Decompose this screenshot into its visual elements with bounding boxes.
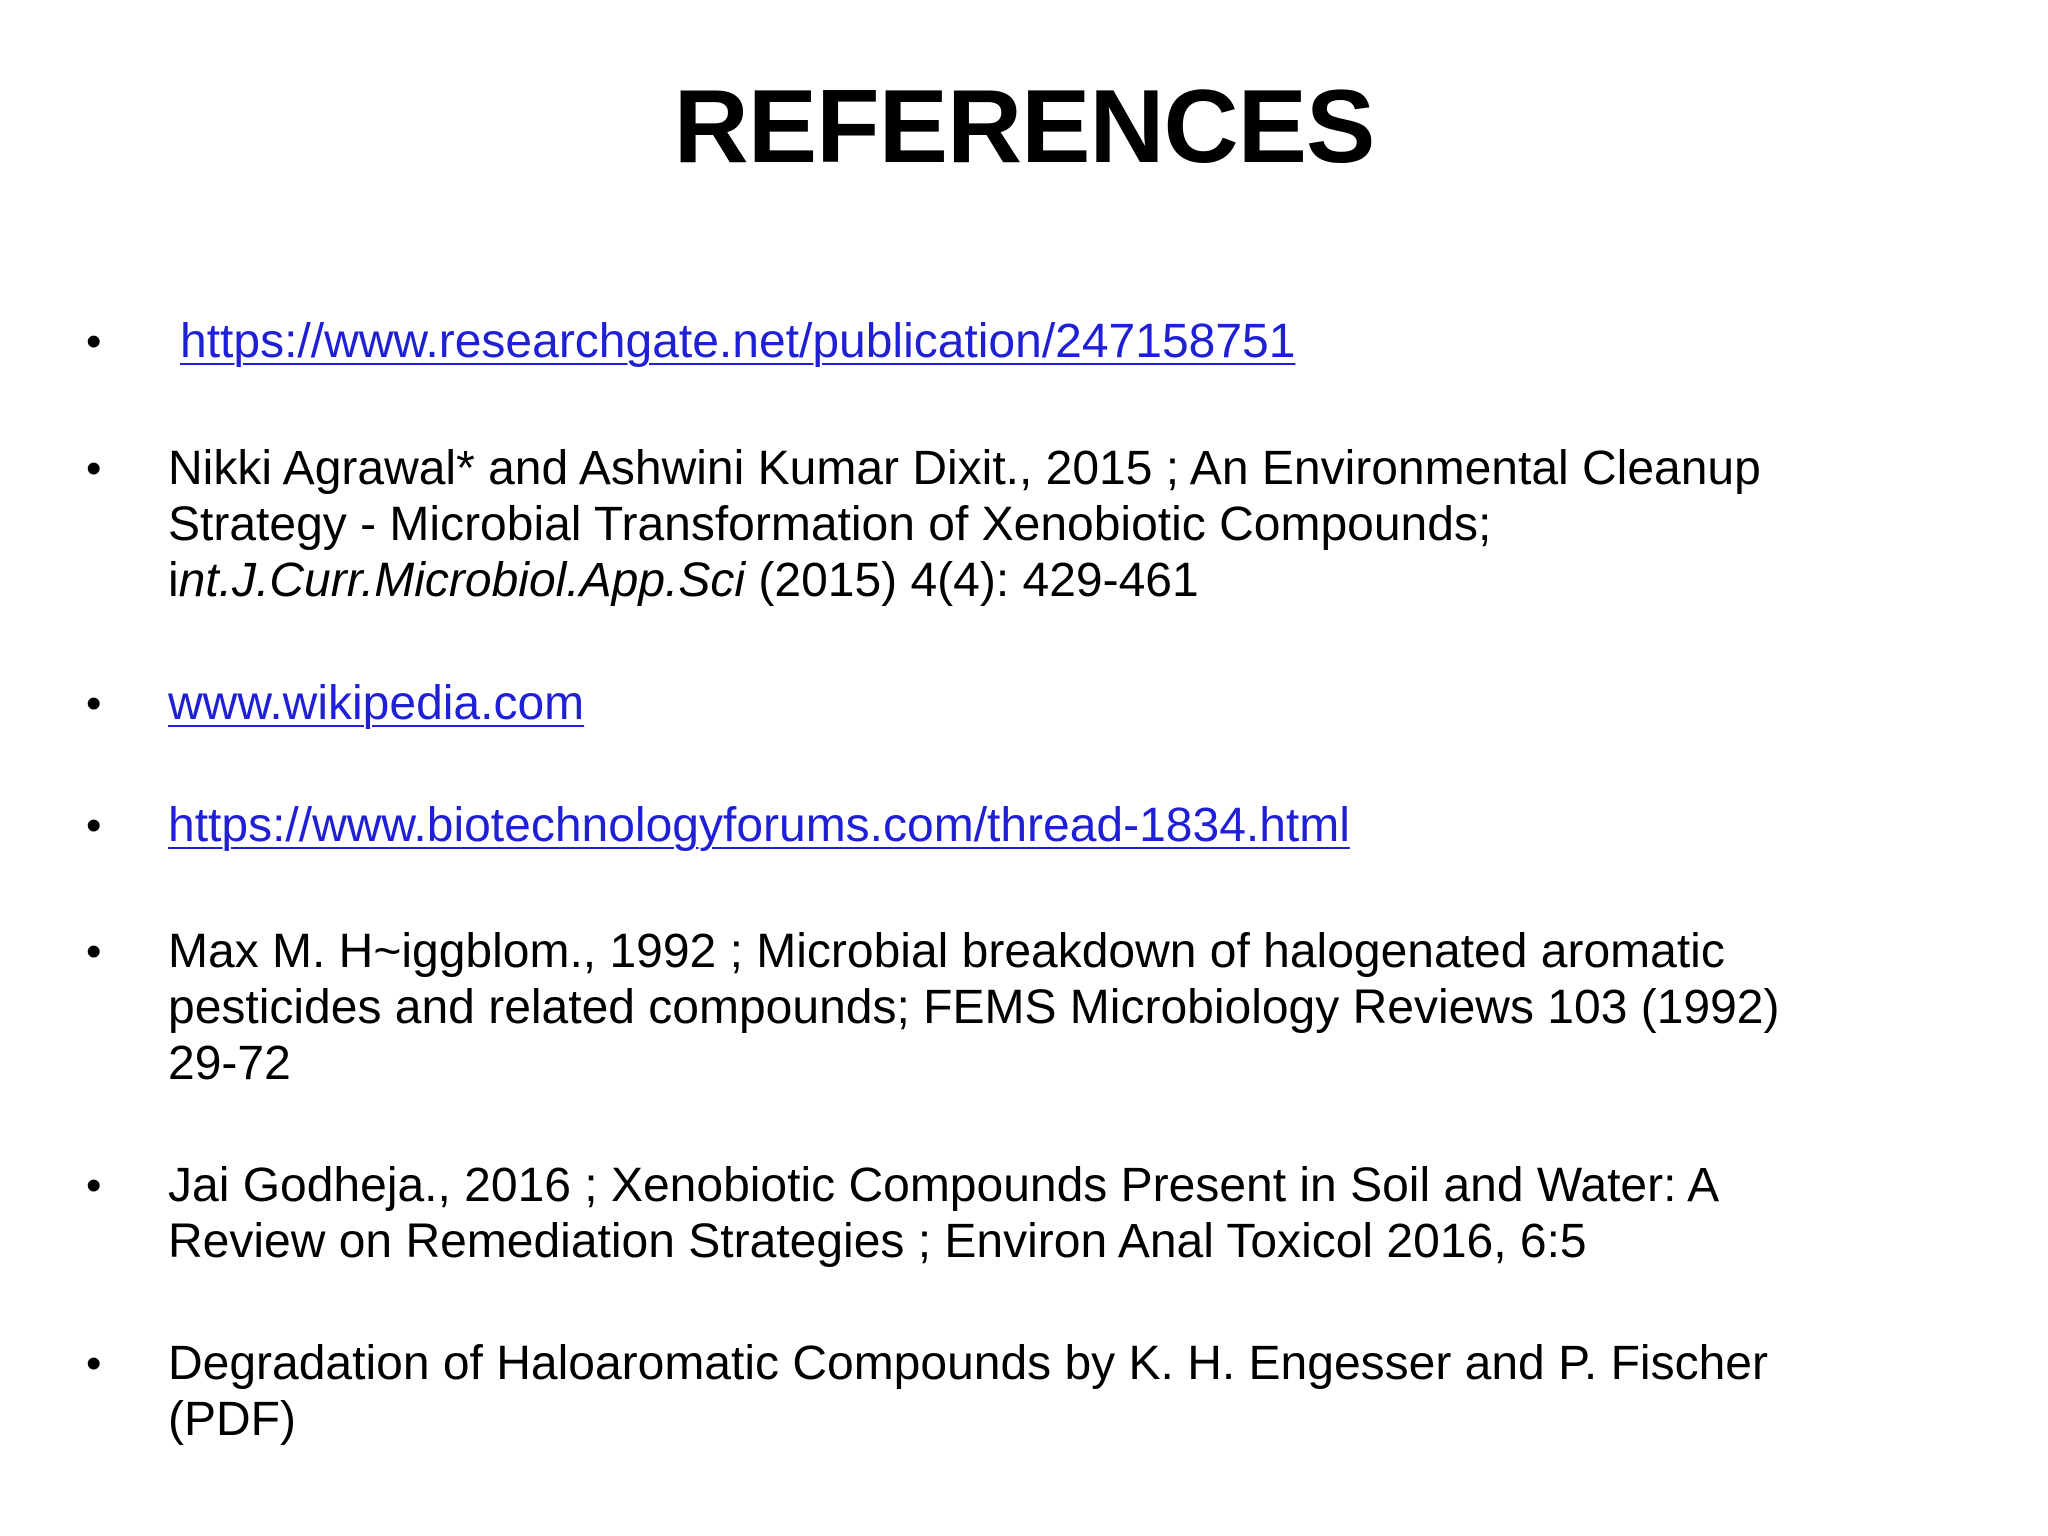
citation-line-2: (PDF) (168, 1393, 296, 1446)
reference-text (180, 314, 2040, 370)
citation-line-1: Max M. H~iggblom., 1992 ; Microbial breakdown of halogenated aromatic (168, 925, 1725, 978)
bullet-icon: • (86, 317, 102, 366)
citation-line-2: Strategy - Microbial Transformation of Xenobiotic Compounds; (168, 498, 1492, 551)
journal-name: nt.J.Curr.Microbiol.App.Sci (178, 554, 746, 607)
citation-line-2: Review on Remediation Strategies ; Environ Anal Toxicol 2016, 6:5 (168, 1215, 1587, 1268)
citation-line-3: 29-72 (168, 1037, 291, 1090)
reference-text (168, 798, 2028, 854)
wikipedia-link[interactable]: www.wikipedia.com (168, 677, 585, 730)
bullet-icon: • (86, 927, 102, 976)
slide-title: REFERENCES (673, 69, 1375, 185)
citation-line-2: pesticides and related compounds; FEMS Microbiology Reviews 103 (1992) (168, 981, 1780, 1034)
journal-prefix: i (168, 554, 179, 607)
bullet-icon: • (86, 801, 102, 850)
citation-line-1: Nikki Agrawal* and Ashwini Kumar Dixit., 2015 ; An Environmental Cleanup (168, 442, 1761, 495)
bullet-icon: • (86, 1339, 102, 1388)
biotechnologyforums-link[interactable]: https://www.biotechnologyforums.com/thread-1834.html (168, 799, 1350, 852)
bullet-icon: • (86, 679, 102, 728)
reference-text (168, 924, 2028, 1092)
journal-details: (2015) 4(4): 429-461 (745, 554, 1199, 607)
citation-line-1: Degradation of Haloaromatic Compounds by K. H. Engesser and P. Fischer (168, 1337, 1768, 1390)
bullet-icon: • (86, 444, 102, 493)
reference-text (168, 1158, 2028, 1270)
reference-text (168, 676, 2028, 732)
reference-text (168, 1336, 2028, 1448)
researchgate-link[interactable]: https://www.researchgate.net/publication/247158751 (180, 315, 1296, 368)
citation-line-3 (168, 553, 2028, 609)
reference-text (168, 441, 2028, 609)
bullet-icon: • (86, 1161, 102, 1210)
citation-line-1: Jai Godheja., 2016 ; Xenobiotic Compounds Present in Soil and Water: A (168, 1159, 1720, 1212)
